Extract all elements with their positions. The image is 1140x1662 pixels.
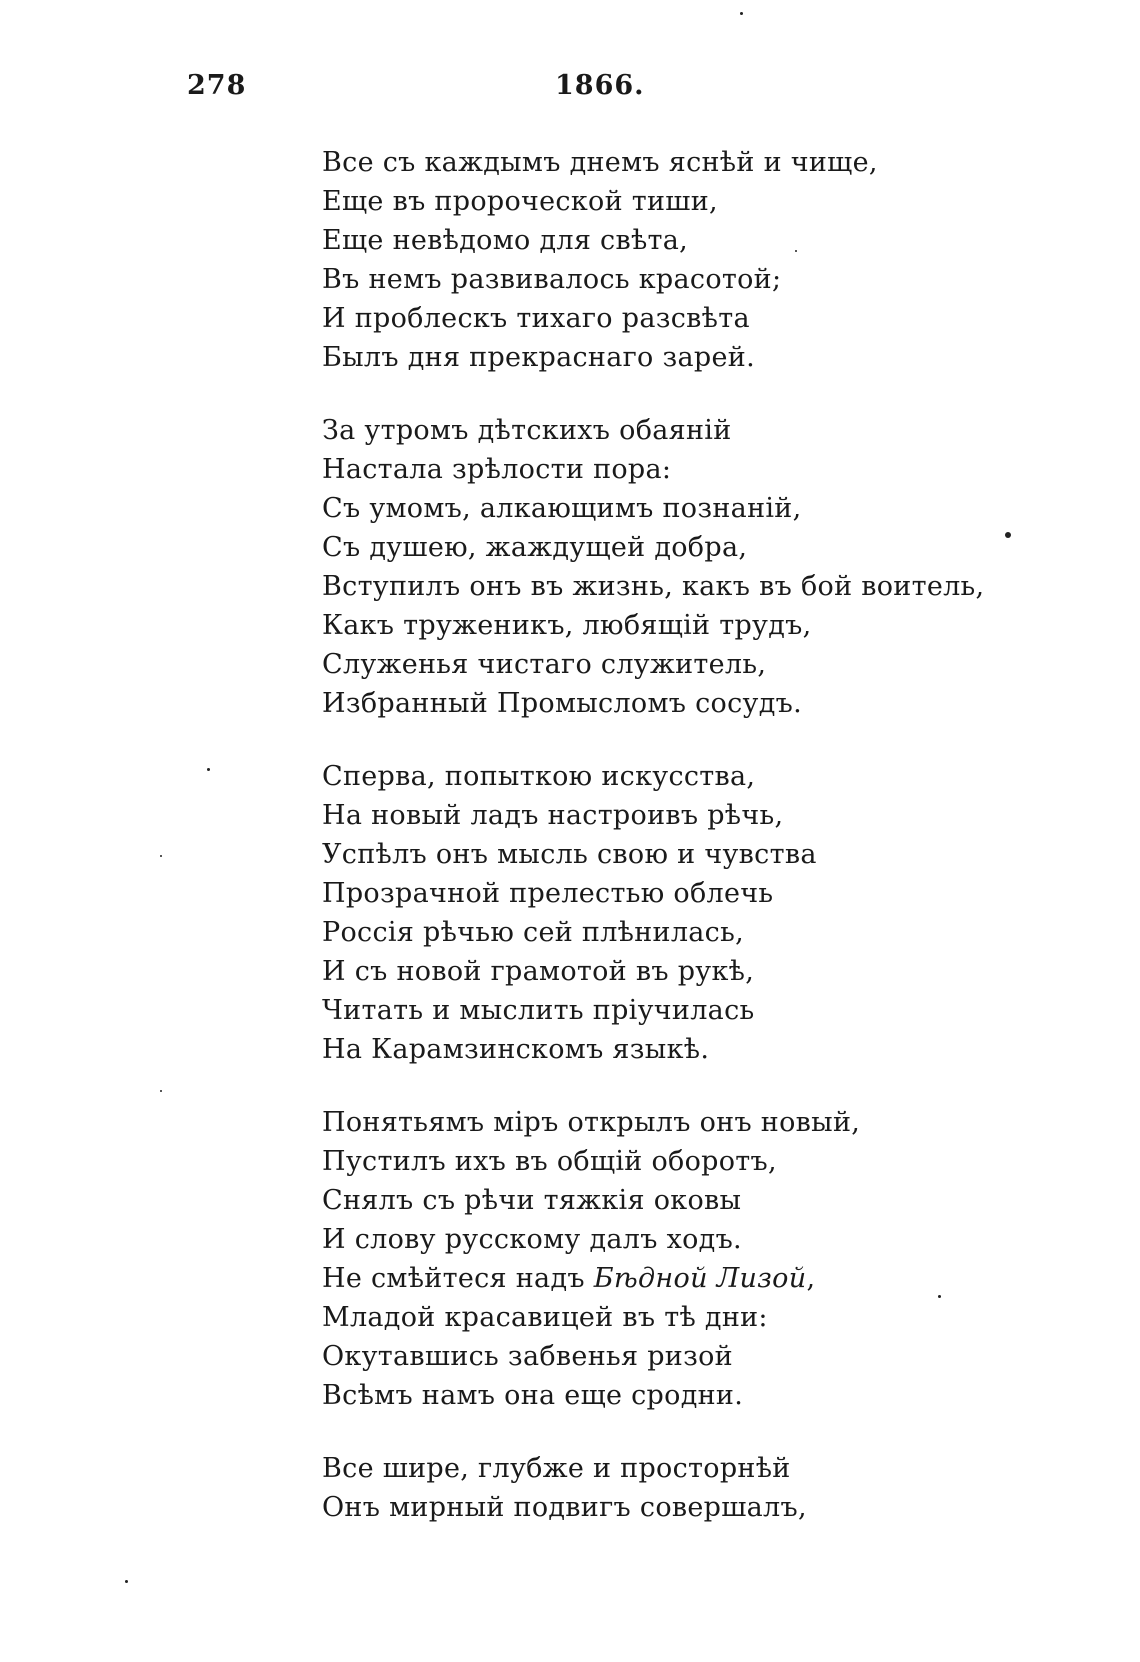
verse-line: И слову русскому далъ ходъ. — [322, 1224, 742, 1255]
verse-line: Въ немъ развивалось красотой; — [322, 264, 782, 295]
stanza-3 — [322, 757, 1122, 1069]
page-header — [0, 70, 1140, 110]
verse-line: Все съ каждымъ днемъ яснѣй и чище, — [322, 147, 878, 178]
verse-line: Настала зрѣлости пора: — [322, 454, 672, 485]
verse-line: И съ новой грамотой въ рукѣ, — [322, 956, 755, 987]
verse-line: Служенья чистаго служитель, — [322, 649, 767, 680]
verse-line: Все шире, глубже и просторнѣй — [322, 1453, 791, 1484]
stanza-5 — [322, 1449, 1122, 1527]
verse-line: Прозрачной прелестью облечь — [322, 878, 774, 909]
verse-line: И проблескъ тихаго разсвѣта — [322, 303, 750, 334]
verse-line: Читать и мыслить пріучилась — [322, 995, 755, 1026]
verse-line: Съ душею, жаждущей добра, — [322, 532, 748, 563]
poem-body — [322, 143, 1122, 1561]
scan-speck — [740, 12, 743, 15]
verse-line-with-italic-title — [322, 1259, 1122, 1298]
verse-punctuation: , — [806, 1263, 816, 1294]
verse-line: На новый ладъ настроивъ рѣчь, — [322, 800, 784, 831]
verse-line: Былъ дня прекраснаго зарей. — [322, 342, 755, 373]
verse-line: Какъ труженикъ, любящій трудъ, — [322, 610, 812, 641]
verse-line: Россія рѣчью сей плѣнилась, — [322, 917, 744, 948]
verse-line: Снялъ съ рѣчи тяжкія оковы — [322, 1185, 742, 1216]
scan-speck — [160, 1090, 162, 1092]
scan-speck — [125, 1580, 128, 1583]
stanza-2 — [322, 411, 1122, 723]
verse-line: Окутавшись забвенья ризой — [322, 1341, 733, 1372]
italic-work-title: Бѣдной Лизой — [593, 1263, 807, 1294]
verse-line: Понятьямъ міръ открылъ онъ новый, — [322, 1107, 861, 1138]
scan-speck — [938, 1295, 941, 1298]
verse-line: За утромъ дѣтскихъ обаяній — [322, 415, 732, 446]
scan-speck — [160, 855, 162, 857]
verse-line: Сперва, попыткою искусства, — [322, 761, 756, 792]
verse-line: Успѣлъ онъ мысль свою и чувства — [322, 839, 817, 870]
stanza-1 — [322, 143, 1122, 377]
scan-speck — [1005, 532, 1011, 538]
scan-speck — [207, 768, 210, 771]
scan-speck — [795, 250, 797, 252]
verse-line: Всѣмъ намъ она еще сродни. — [322, 1380, 744, 1411]
verse-line: Съ умомъ, алкающимъ познаній, — [322, 493, 802, 524]
verse-line: Младой красавицей въ тѣ дни: — [322, 1302, 768, 1333]
verse-line: Пустилъ ихъ въ общій оборотъ, — [322, 1146, 777, 1177]
verse-line: Избранный Промысломъ сосудъ. — [322, 688, 803, 719]
verse-line: На Карамзинскомъ языкѣ. — [322, 1034, 710, 1065]
verse-line: Еще въ пророческой тиши, — [322, 186, 718, 217]
page-number: 278 — [187, 70, 247, 101]
running-head-year: 1866. — [555, 70, 645, 101]
verse-line: Онъ мирный подвигъ совершалъ, — [322, 1492, 807, 1523]
verse-text: Не смѣйтеся надъ — [322, 1263, 594, 1294]
verse-line: Еще невѣдомо для свѣта, — [322, 225, 689, 256]
verse-line: Вступилъ онъ въ жизнь, какъ въ бой воитель, — [322, 571, 985, 602]
stanza-4 — [322, 1103, 1122, 1415]
